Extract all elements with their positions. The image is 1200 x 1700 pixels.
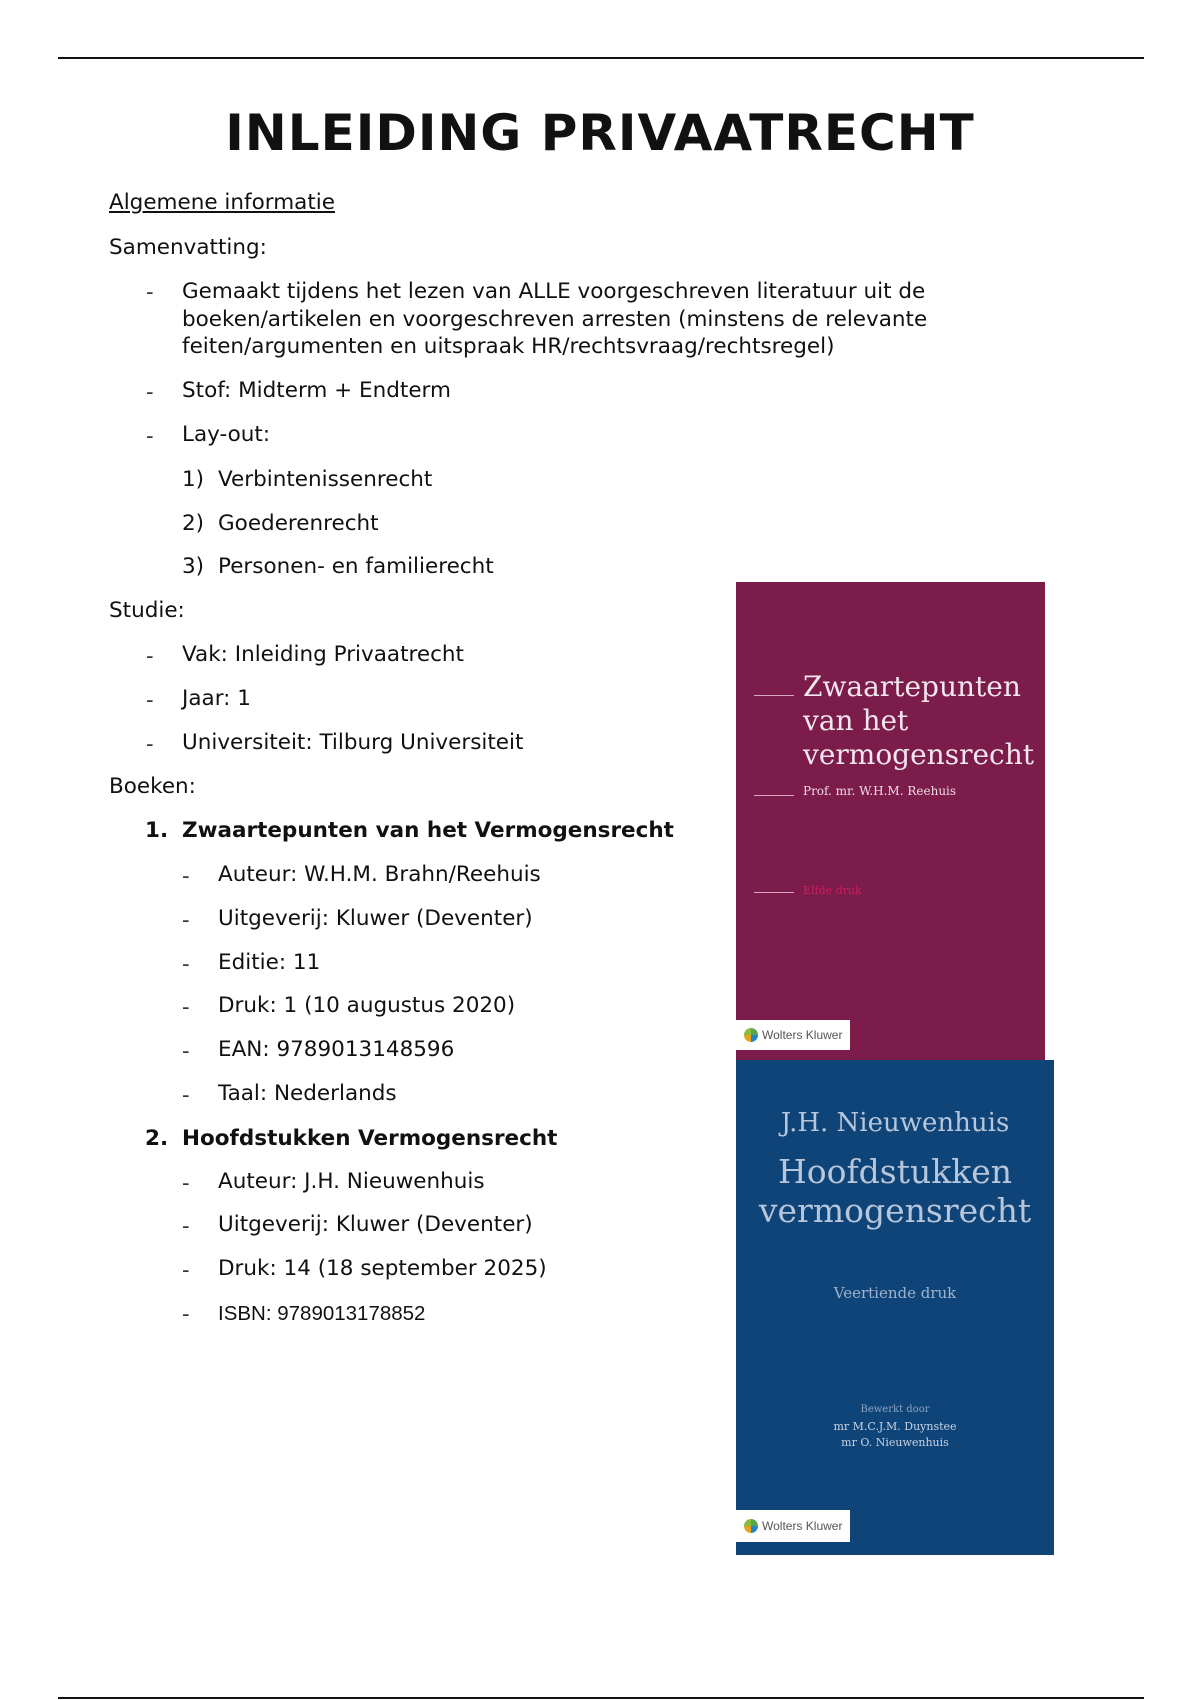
cover-editor: mr M.C.J.M. Duynstee [833, 1420, 957, 1433]
studie-label: Studie: [109, 598, 185, 623]
list-item: boeken/artikelen en voorgeschreven arresten (minstens de relevante [182, 307, 928, 332]
book-cover-hoofdstukken [736, 1060, 1054, 1555]
bullet-dash: - [182, 1171, 190, 1195]
cover-rule [754, 795, 794, 796]
bullet-dash: - [182, 1258, 190, 1282]
cover-author: J.H. Nieuwenhuis [780, 1108, 1010, 1138]
bullet-dash: - [182, 908, 190, 932]
book-detail: Taal: Nederlands [218, 1081, 397, 1106]
list-item: Universiteit: Tilburg Universiteit [182, 730, 524, 755]
cover-title-line: vermogensrecht [803, 738, 1034, 771]
cover-author: Prof. mr. W.H.M. Reehuis [803, 784, 957, 798]
cover-edited-by: Bewerkt door [860, 1404, 930, 1415]
book-detail: Uitgeverij: Kluwer (Deventer) [218, 1212, 533, 1237]
cover-rule [754, 695, 794, 696]
book-detail: Uitgeverij: Kluwer (Deventer) [218, 906, 533, 931]
layout-item-number: 2) [182, 511, 205, 536]
cover-title-line: van het [803, 704, 909, 737]
publisher-badge [736, 1020, 850, 1050]
cover-rule [754, 892, 794, 893]
bullet-dash: - [182, 1083, 190, 1107]
list-item: feiten/argumenten en uitspraak HR/rechtsvraag/rechtsregel) [182, 334, 835, 359]
bullet-dash: - [146, 644, 154, 668]
publisher-name: Wolters Kluwer [762, 1519, 843, 1533]
list-item: Lay-out: [182, 422, 271, 447]
publisher-badge [736, 1510, 850, 1542]
bullet-dash: - [182, 995, 190, 1019]
book-detail: ISBN: 9789013178852 [218, 1302, 426, 1325]
layout-item-number: 1) [182, 467, 205, 492]
book-detail: Auteur: W.H.M. Brahn/Reehuis [218, 862, 541, 887]
bullet-dash: - [182, 1302, 190, 1326]
bullet-dash: - [182, 864, 190, 888]
bullet-dash: - [146, 424, 154, 448]
list-item: Jaar: 1 [182, 686, 251, 711]
book-number: 2. [145, 1126, 169, 1151]
book-number: 1. [145, 818, 169, 843]
book-detail: Druk: 14 (18 september 2025) [218, 1256, 547, 1281]
bottom-rule [58, 1697, 1144, 1699]
page-title: INLEIDING PRIVAATRECHT [225, 104, 975, 162]
samenvatting-label: Samenvatting: [109, 235, 267, 260]
cover-editor: mr O. Nieuwenhuis [841, 1436, 949, 1449]
layout-item: Goederenrecht [218, 511, 379, 536]
cover-title-line: Zwaartepunten [803, 670, 1021, 703]
layout-item: Verbintenissenrecht [218, 467, 433, 492]
bullet-dash: - [146, 280, 154, 304]
list-item: Stof: Midterm + Endterm [182, 378, 451, 403]
cover-title-line: Hoofdstukken [777, 1152, 1013, 1191]
layout-item-number: 3) [182, 554, 205, 579]
section-heading: Algemene informatie [109, 190, 335, 215]
cover-edition: Elfde druk [803, 884, 862, 897]
boeken-label: Boeken: [109, 774, 196, 799]
book-detail: EAN: 9789013148596 [218, 1037, 455, 1062]
bullet-dash: - [182, 952, 190, 976]
bullet-dash: - [146, 380, 154, 404]
cover-title-line: vermogensrecht [758, 1191, 1032, 1230]
bullet-dash: - [182, 1214, 190, 1238]
book-title: Hoofdstukken Vermogensrecht [182, 1126, 558, 1151]
wolters-kluwer-logo-icon [744, 1519, 758, 1533]
list-item: Gemaakt tijdens het lezen van ALLE voorgeschreven literatuur uit de [182, 279, 926, 304]
bullet-dash: - [182, 1039, 190, 1063]
bullet-dash: - [146, 688, 154, 712]
list-item: Vak: Inleiding Privaatrecht [182, 642, 464, 667]
book-detail: Druk: 1 (10 augustus 2020) [218, 993, 516, 1018]
bullet-dash: - [146, 732, 154, 756]
book-cover-zwaartepunten [736, 582, 1045, 1060]
top-rule [58, 57, 1144, 59]
layout-item: Personen- en familierecht [218, 554, 494, 579]
cover-edition: Veertiende druk [833, 1284, 957, 1302]
book-title: Zwaartepunten van het Vermogensrecht [182, 818, 674, 843]
book-detail: Auteur: J.H. Nieuwenhuis [218, 1169, 485, 1194]
wolters-kluwer-logo-icon [744, 1028, 758, 1042]
publisher-name: Wolters Kluwer [762, 1028, 843, 1042]
book-detail: Editie: 11 [218, 950, 321, 975]
